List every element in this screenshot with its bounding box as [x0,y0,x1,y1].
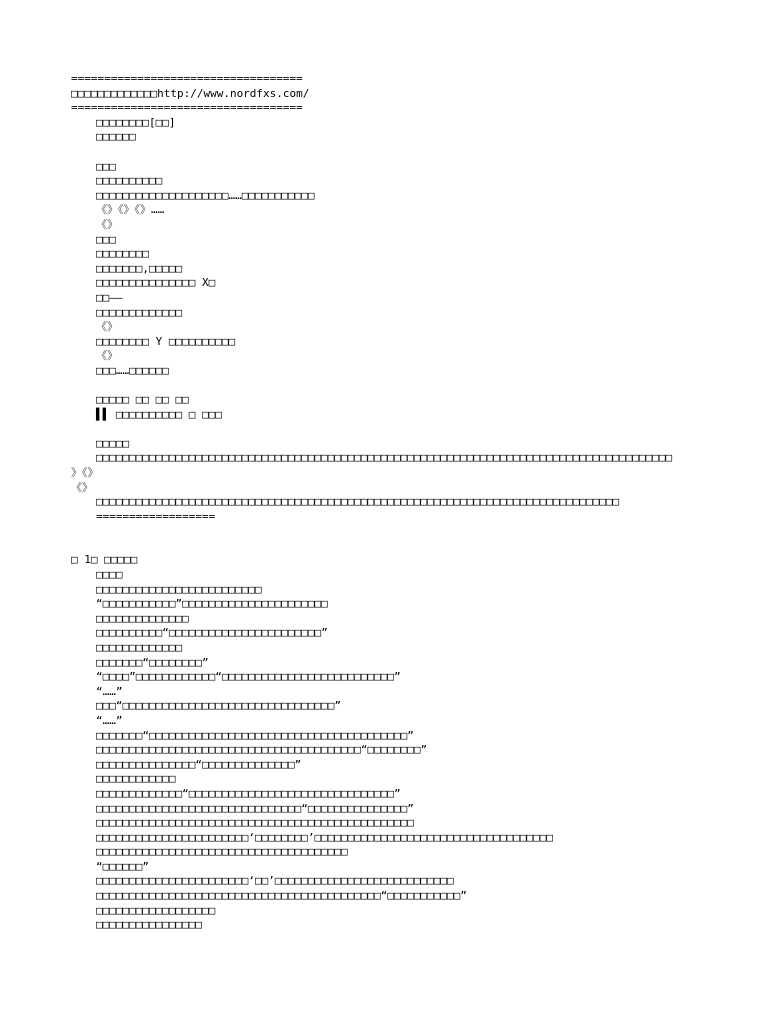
chapter-line: “□□□□”□□□□□□□□□□□□“□□□□□□□□□□□□□□□□□□□□□□□□□□” [96,670,401,684]
intro-line: 《》 [96,349,118,363]
blank-line [71,378,711,393]
intro-line: □□□□□□ [96,130,136,144]
chapter-line: □□□□□□□□□□□□□“□□□□□□□□□□□□□□□□□□□□□□□□□□□□□□□” [96,786,401,800]
intro-line: 《》 [96,217,118,231]
chapter-title: □ 1□ □□□□□ [71,553,138,567]
intro-line: □□□□□□□□ Y □□□□□□□□□□ [96,334,236,348]
chapter-line: “□□□□□□□□□□□”□□□□□□□□□□□□□□□□□□□□□□ [96,597,328,611]
chapter-line: □□□□□□□□□□“□□□□□□□□□□□□□□□□□□□□□□□” [96,626,328,640]
intro-line: □□□□□□□□□□□□□□□□□□□□……□□□□□□□□□□□ [96,188,315,202]
intro-line: □□□□□ □□ □□ □□ [96,393,189,407]
intro-line: □□□□□□□□ [96,247,149,261]
chapter-line: □□□□□□□□□□□□□□□□□□□□□□□□□□□□□□□□□□□□□□ [96,845,348,859]
blank-line [71,422,711,437]
intro-line: ================== [96,509,216,523]
chapter-line: □□□□□□□□□□□□□□□□□□□□□□□□□□□□□□□□□□□□□□□□□□□□□□□□ [96,816,414,830]
document-header [71,72,711,116]
intro-line: ▌▌ □□□□□□□□□□ □ □□□ [96,407,222,421]
intro-line: 《》 [96,320,118,334]
header-line: =================================== [71,72,303,85]
chapter-line: “□□□□□□” [96,859,149,873]
intro-line: □□□ [96,232,116,246]
chapter-line: □□□□□□□□□□□□□ [96,640,183,654]
chapter-line: □□□□□□□□□□□□□□□□□□□□□□□□□□□□□□□□□□□□□□□□□□□“□□□□□□□□□□□” [96,889,467,903]
chapter-line: □□□□□□□□□□□□□□□□□□□□□□□‘□□’□□□□□□□□□□□□□□□□□□□□□□□□□□□ [96,874,454,888]
chapter-line: “……” [96,713,123,727]
chapter-line: □□□□□□□□□□□□□□□□□□□□□□□□□ [96,582,262,596]
chapter-line: □□□□□□□□□□□□□□□□□□□□□□□‘□□□□□□□□’□□□□□□□□□□□□□□□□□□□□□□□□□□□□□□□□□□□□ [96,830,553,844]
chapter-line: □□□“□□□□□□□□□□□□□□□□□□□□□□□□□□□□□□□□” [96,699,342,713]
intro-line: □□□□□□□□□□□□□ [96,305,183,319]
intro-line: □□□ [96,159,116,173]
chapter-body [71,568,711,933]
intro-line: 》《》 [71,466,99,480]
document-intro [71,116,711,525]
section-gap [71,524,711,553]
intro-line: □□□□□□□,□□□□□ [96,261,183,275]
intro-line: 《》《》《》…… [96,203,165,217]
intro-line: □□□□□□□□□□□□□□□□□□□□□□□□□□□□□□□□□□□□□□□□□□□□□□□□□□□□□□□□□□□□□□□□□□□□□□□□□□□□□□□□□□□□□□□ [96,451,673,465]
intro-line: □□□□□□□□□□□□□□□ X□ [96,276,216,290]
chapter-line: □□□□□□□□□□□□□□□“□□□□□□□□□□□□□□” [96,757,302,771]
header-line: □□□□□□□□□□□□□http://www.nordfxs.com/ [71,86,310,100]
intro-line: □□□□□ [96,436,130,450]
chapter-line: □□□□□□□□□□□□□□□□□□□□□□□□□□□□□□□“□□□□□□□□□□□□□□□” [96,801,414,815]
intro-line: □□□□□□□□□□ [96,174,163,188]
intro-line: □□□□□□□□□□□□□□□□□□□□□□□□□□□□□□□□□□□□□□□□□□□□□□□□□□□□□□□□□□□□□□□□□□□□□□□□□□□□□□□ [96,495,620,509]
document-page [71,72,711,933]
chapter-line: □□□□□□□□□□□□□□ [96,611,189,625]
intro-line: □□□……□□□□□□ [96,363,169,377]
chapter-line: □□□□ [96,568,123,581]
intro-line: □□□□□□□□[□□] [96,115,176,129]
chapter-line: □□□□□□□□□□□□□□□□ [96,918,202,932]
chapter-line: □□□□□□□□□□□□□□□□□□ [96,903,216,917]
header-line: =================================== [71,101,303,115]
intro-line: 《》 [71,480,93,494]
chapter-line: □□□□□□□“□□□□□□□□□□□□□□□□□□□□□□□□□□□□□□□□□□□□□□□” [96,728,414,742]
intro-line: □□—— [96,290,123,304]
blank-line [71,145,711,160]
chapter-line: “……” [96,684,123,698]
chapter-line: □□□□□□□□□□□□□□□□□□□□□□□□□□□□□□□□□□□□□□□□“□□□□□□□□” [96,743,428,757]
chapter-line: □□□□□□□□□□□□ [96,772,176,786]
chapter-line: □□□□□□□“□□□□□□□□” [96,655,209,669]
